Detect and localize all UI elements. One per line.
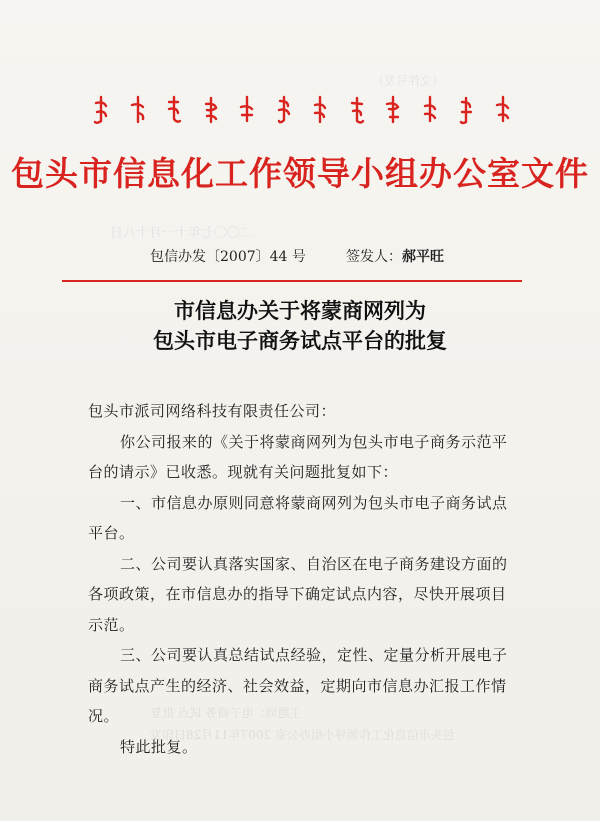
paragraph-item-2: 二、公司要认真落实国家、自治区在电子商务建设方面的各项政策，在市信息办的指导下确定试点内容，尽快开展项目示范。 — [88, 554, 508, 634]
mongolian-glyph — [421, 95, 439, 125]
mongolian-glyph — [311, 95, 329, 125]
document-number: 包信办发〔2007〕44 号 — [150, 249, 306, 265]
signer-name: 郝平旺 — [402, 249, 444, 265]
paragraph-intro: 你公司报来的《关于将蒙商网列为包头市电子商务示范平台的请示》已收悉。现就有关问题批复如下： — [88, 432, 508, 481]
masthead-title: 包头市信息化工作领导小组办公室文件 — [11, 154, 589, 193]
mongolian-glyph — [129, 95, 147, 125]
mongolian-glyph — [384, 95, 402, 125]
mongolian-glyph — [494, 95, 512, 125]
paragraph-item-1: 一、市信息办原则同意将蒙商网列为包头市电子商务试点平台。 — [88, 493, 508, 542]
document-title-line-2: 包头市电子商务试点平台的批复 — [153, 329, 447, 353]
paragraph-item-3: 三、公司要认真总结试点经验，定性、定量分析开展电子商务试点产生的经济、社会效益，定期向市信息办汇报工作情况。 — [88, 646, 508, 725]
bleed-through-date: 二〇〇七年十一月十八日 — [110, 226, 254, 241]
signer-label: 签发人： — [346, 249, 402, 265]
document-body — [88, 396, 518, 762]
red-divider-line — [62, 280, 522, 282]
mongolian-header-line — [92, 92, 512, 128]
document-title — [0, 296, 600, 356]
signer — [346, 246, 444, 266]
bleed-through-subject: 主题词：电子商务 试点 批复 — [150, 706, 302, 720]
closing: 特此批复。 — [120, 737, 198, 756]
bleed-through-footer: 包头市信息化工作领导小组办公室 2007年11月28日印发 — [150, 728, 455, 742]
mongolian-glyph — [202, 95, 220, 125]
mongolian-glyph — [275, 95, 293, 125]
bleed-through-stamp: （文件号发） — [372, 74, 445, 88]
mongolian-glyph — [238, 95, 256, 125]
mongolian-glyph — [92, 95, 110, 125]
mongolian-glyph — [165, 95, 183, 125]
mongolian-glyph — [457, 95, 475, 125]
mongolian-glyph — [348, 95, 366, 125]
addressee: 包头市派司网络科技有限责任公司： — [88, 402, 337, 420]
document-title-line-1: 市信息办关于将蒙商网列为 — [174, 299, 426, 323]
